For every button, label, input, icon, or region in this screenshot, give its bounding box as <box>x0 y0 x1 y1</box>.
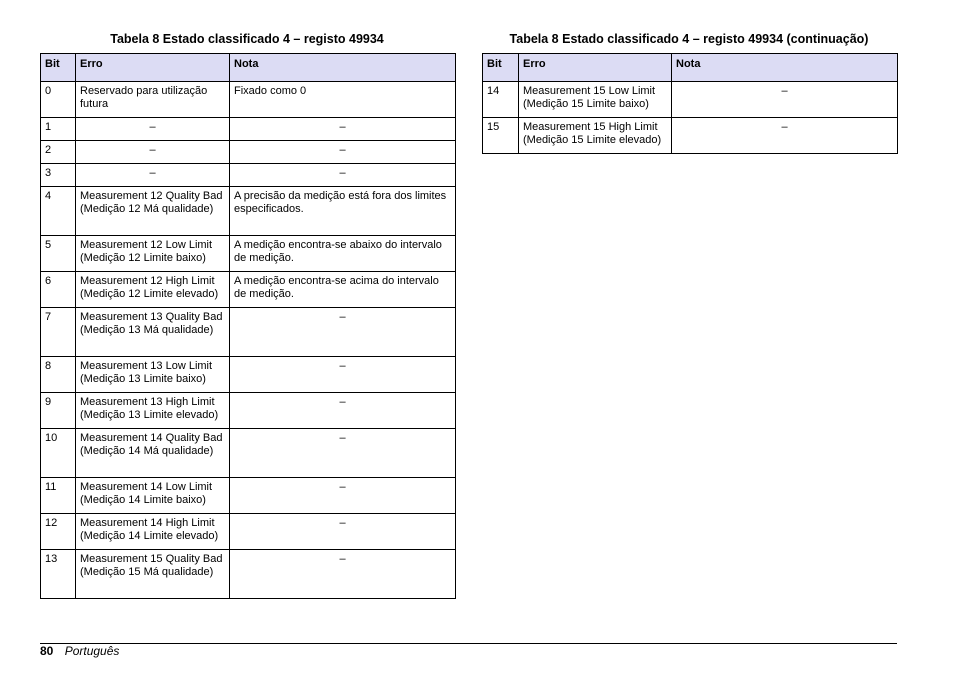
cell-nota: – <box>230 164 456 187</box>
status-table-right <box>482 53 898 154</box>
cell-nota: – <box>230 429 456 478</box>
cell-erro: Measurement 15 Quality Bad (Medição 15 Má qualidade) <box>76 550 230 599</box>
header-bit: Bit <box>41 54 76 82</box>
cell-bit: 10 <box>41 429 76 478</box>
cell-nota: – <box>230 141 456 164</box>
footer-divider <box>40 643 897 644</box>
table-row <box>41 272 456 308</box>
cell-bit: 0 <box>41 82 76 118</box>
cell-erro: Measurement 12 High Limit (Medição 12 Limite elevado) <box>76 272 230 308</box>
table-row <box>483 82 898 118</box>
cell-bit: 14 <box>483 82 519 118</box>
header-bit: Bit <box>483 54 519 82</box>
cell-bit: 3 <box>41 164 76 187</box>
table-row <box>41 514 456 550</box>
cell-erro: Measurement 14 Quality Bad (Medição 14 Má qualidade) <box>76 429 230 478</box>
page-number: 80 <box>40 644 54 658</box>
cell-erro: Measurement 14 Low Limit (Medição 14 Limite baixo) <box>76 478 230 514</box>
status-table-left <box>40 53 456 599</box>
cell-bit: 11 <box>41 478 76 514</box>
table-row <box>41 429 456 478</box>
cell-bit: 5 <box>41 236 76 272</box>
cell-erro: – <box>76 141 230 164</box>
cell-erro: Measurement 12 Low Limit (Medição 12 Limite baixo) <box>76 236 230 272</box>
table-row <box>41 393 456 429</box>
cell-bit: 9 <box>41 393 76 429</box>
table-header-row <box>41 54 456 82</box>
cell-nota: – <box>230 478 456 514</box>
cell-erro: Measurement 13 Low Limit (Medição 13 Limite baixo) <box>76 357 230 393</box>
cell-nota: A precisão da medição está fora dos limites especificados. <box>230 187 456 236</box>
cell-bit: 8 <box>41 357 76 393</box>
table-row <box>41 82 456 118</box>
cell-bit: 12 <box>41 514 76 550</box>
cell-nota: – <box>230 357 456 393</box>
table-row <box>483 118 898 154</box>
cell-erro: Measurement 15 High Limit (Medição 15 Limite elevado) <box>519 118 672 154</box>
cell-nota: – <box>230 550 456 599</box>
header-nota: Nota <box>672 54 898 82</box>
cell-nota: A medição encontra-se abaixo do intervalo de medição. <box>230 236 456 272</box>
table-row <box>41 357 456 393</box>
cell-erro: Measurement 12 Quality Bad (Medição 12 Má qualidade) <box>76 187 230 236</box>
cell-bit: 6 <box>41 272 76 308</box>
table-row <box>41 308 456 357</box>
cell-erro: – <box>76 118 230 141</box>
cell-erro: Reservado para utilização futura <box>76 82 230 118</box>
cell-nota: – <box>230 118 456 141</box>
cell-bit: 7 <box>41 308 76 357</box>
cell-nota: A medição encontra-se acima do intervalo de medição. <box>230 272 456 308</box>
cell-bit: 1 <box>41 118 76 141</box>
table-row <box>41 141 456 164</box>
table-row <box>41 187 456 236</box>
cell-erro: – <box>76 164 230 187</box>
table-row <box>41 478 456 514</box>
cell-erro: Measurement 14 High Limit (Medição 14 Limite elevado) <box>76 514 230 550</box>
right-table-caption: Tabela 8 Estado classificado 4 – registo 49934 (continuação) <box>509 32 869 46</box>
cell-erro: Measurement 15 Low Limit (Medição 15 Limite baixo) <box>519 82 672 118</box>
cell-nota: – <box>672 118 898 154</box>
cell-erro: Measurement 13 Quality Bad (Medição 13 Má qualidade) <box>76 308 230 357</box>
cell-erro: Measurement 13 High Limit (Medição 13 Limite elevado) <box>76 393 230 429</box>
left-table-caption: Tabela 8 Estado classificado 4 – registo 49934 <box>110 32 384 46</box>
header-nota: Nota <box>230 54 456 82</box>
table-row <box>41 118 456 141</box>
cell-nota: – <box>230 308 456 357</box>
footer-language: Português <box>64 644 120 658</box>
table-row <box>41 164 456 187</box>
table-row <box>41 550 456 599</box>
cell-nota: – <box>230 393 456 429</box>
cell-nota: Fixado como 0 <box>230 82 456 118</box>
cell-bit: 13 <box>41 550 76 599</box>
cell-bit: 15 <box>483 118 519 154</box>
header-erro: Erro <box>519 54 672 82</box>
cell-bit: 4 <box>41 187 76 236</box>
table-header-row <box>483 54 898 82</box>
page-footer <box>40 644 119 658</box>
cell-nota: – <box>672 82 898 118</box>
header-erro: Erro <box>76 54 230 82</box>
cell-nota: – <box>230 514 456 550</box>
table-row <box>41 236 456 272</box>
cell-bit: 2 <box>41 141 76 164</box>
